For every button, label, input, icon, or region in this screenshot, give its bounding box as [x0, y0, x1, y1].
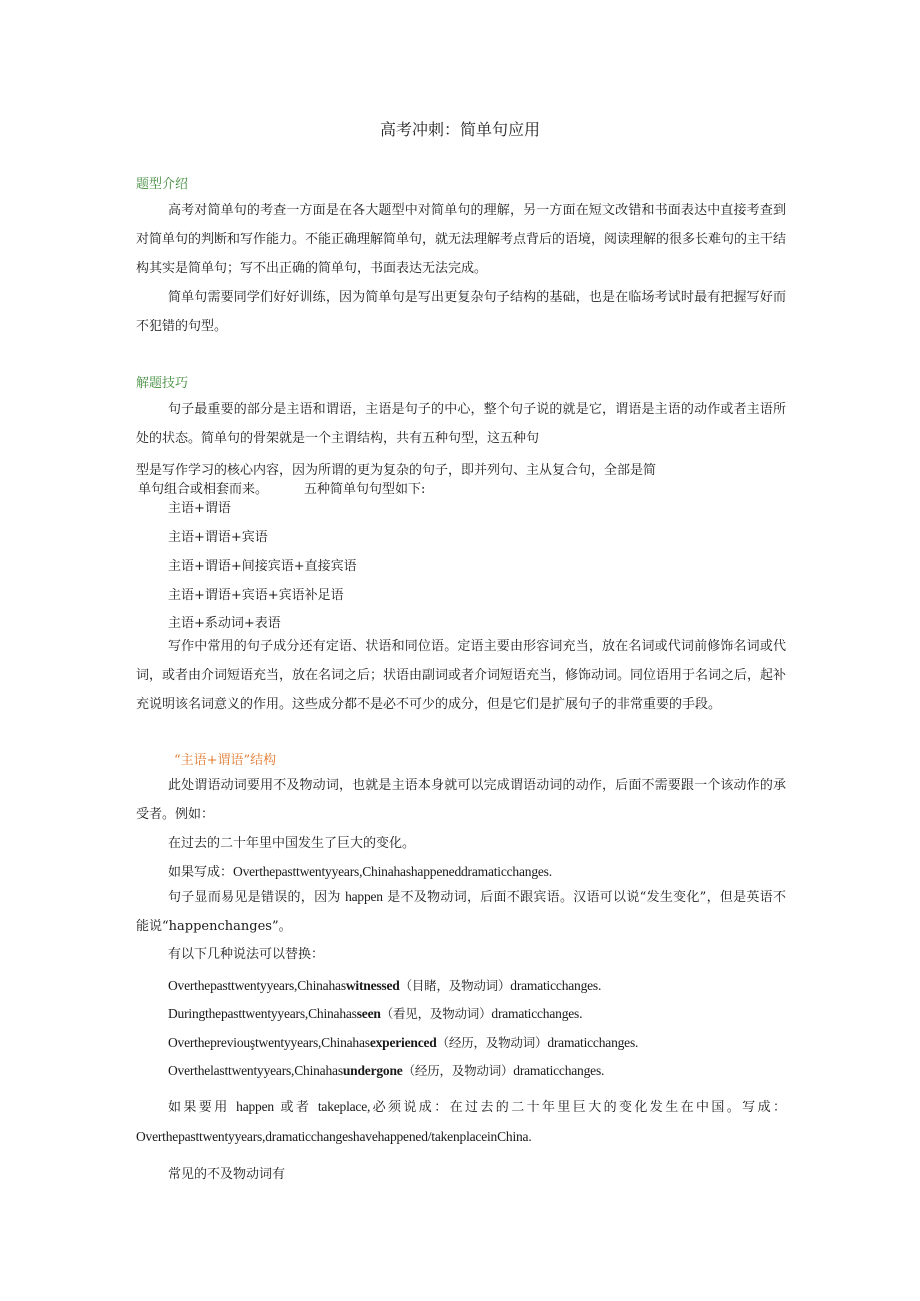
replacement-intro: 有以下几种说法可以替换： — [168, 947, 325, 962]
explanation-part-a: 句子显而易见是错误的，因为 — [168, 890, 341, 905]
final-part-a: 如果要用 — [168, 1100, 230, 1115]
subsection-heading-subject-predicate: “主语+谓语”结构 — [174, 753, 277, 768]
tips-paragraph-1: 句子最重要的部分是主语和谓语，主语是句子的中心，整个句子说的就是它，谓语是主语的动作或者主语所处的状态。简单句的骨架就是一个主谓结构，共有五种句型，这五种句 — [136, 402, 786, 446]
example-chinese: 在过去的二十年里中国发生了巨大的变化。 — [168, 836, 416, 851]
final-part-b: 或者 — [280, 1100, 312, 1115]
pattern-2: 主语+谓语+宾语 — [168, 530, 268, 545]
replacement-2-pre: Duringthepasttwentyyears,Chinahas — [168, 1006, 357, 1021]
wrong-example — [168, 861, 552, 880]
replacement-4-post: dramaticchanges. — [513, 1063, 605, 1078]
pattern-4: 主语+谓语+宾语+宾语补足语 — [168, 588, 344, 603]
replacement-4-note: （经历，及物动词） — [402, 1063, 514, 1078]
wrong-example-prefix: 如果写成： — [168, 865, 234, 880]
explanation-keyword: happen — [345, 889, 383, 904]
replacement-3-verb: experienced — [369, 1035, 437, 1050]
final-part-c: 必须说成：在过去的二十年里巨大的变化发生在中国。写成： — [370, 1100, 786, 1115]
tips-paragraph-2-line-1: 型是写作学习的核心内容，因为所谓的更为复杂的句子，即并列句、主从复合句，全部是简 — [136, 463, 657, 478]
replacement-4-verb: undergone — [342, 1063, 403, 1078]
tips-paragraph-3: 写作中常用的句子成分还有定语、状语和同位语。定语主要由形容词充当，放在名词或代词前修饰名词或代词，或者由介词短语充当，放在名词之后；状语由副词或者介词短语充当，修饰动词。同位语用于名词之后，起补充说明该名词意义的作用。这些成分都不是必不可少的成分，但是它们是扩展句子的非常重要的手段。 — [136, 639, 787, 712]
replacement-1-note: （目睹，及物动词） — [399, 978, 511, 993]
section-heading-tips: 解题技巧 — [136, 376, 189, 391]
tips-paragraph-2-line-2 — [138, 478, 425, 497]
explanation-part-b: 是不及物动词，后面不跟宾语。汉语可以说“发生变化”，但是英语不能说“happenchanges”。 — [136, 890, 786, 934]
page-title: 高考冲刺：简单句应用 — [379, 120, 540, 139]
replacement-3-note: （经历，及物动词） — [436, 1035, 548, 1050]
replacement-2 — [168, 1004, 582, 1022]
pattern-5: 主语+系动词+表语 — [168, 616, 281, 631]
wrong-example-english: Overthepasttwentyyears,Chinahashappeneddramaticchanges. — [233, 864, 552, 879]
replacement-3 — [168, 1033, 638, 1051]
intro-paragraph-1: 高考对简单句的考查一方面是在各大题型中对简单句的理解，另一方面在短文改错和书面表达中直接考查到对简单句的判断和写作能力。不能正确理解简单句，就无法理解考点背后的语境，阅读理解的很多长难句的主干结构其实是简单句；写不出正确的简单句，书面表达无法完成。 — [136, 203, 787, 276]
pattern-3: 主语+谓语+间接宾语+直接宾语 — [168, 559, 357, 574]
final-word-happen: happen — [236, 1099, 274, 1114]
intro-paragraph-2: 简单句需要同学们好好训练，因为简单句是写出更复杂句子结构的基础，也是在临场考试时最有把握写好而不犯错的句型。 — [136, 290, 786, 334]
final-english-sentence: Overthepasttwentyyears,dramaticchangeshavehappened/takenplaceinChina. — [136, 1129, 532, 1144]
replacement-3-pre: Overthepreviouştwentyyears,Chinahas — [168, 1035, 370, 1050]
replacement-2-verb: seen — [356, 1006, 381, 1021]
replacement-1-post: dramaticchanges. — [510, 978, 602, 993]
replacement-4-pre: Overthelasttwentyyears,Chinahas — [168, 1063, 343, 1078]
pattern-1: 主语+谓语 — [168, 501, 231, 516]
final-paragraph — [136, 1092, 786, 1152]
sv-paragraph-1: 此处谓语动词要用不及物动词，也就是主语本身就可以完成谓语动词的动作，后面不需要跟一个该动作的承受者。例如： — [136, 778, 786, 822]
replacement-2-note: （看见，及物动词） — [380, 1006, 492, 1021]
replacement-2-post: dramaticchanges. — [491, 1006, 583, 1021]
explanation-paragraph — [136, 882, 786, 941]
section-heading-intro: 题型介绍 — [136, 177, 189, 192]
tips-paragraph-2-part-a: 单句组合或相套而来。 — [138, 482, 269, 497]
replacement-1-verb: witnessed — [345, 978, 400, 993]
tips-paragraph-2-part-b: 五种简单句句型如下: — [304, 482, 426, 497]
replacement-1-pre: Overthepasttwentyyears,Chinahas — [168, 978, 346, 993]
final-word-takeplace: takeplace, — [317, 1099, 371, 1114]
last-line: 常见的不及物动词有 — [168, 1167, 286, 1182]
replacement-4 — [168, 1061, 604, 1079]
replacement-1 — [168, 976, 601, 994]
replacement-3-post: dramaticchanges. — [547, 1035, 639, 1050]
